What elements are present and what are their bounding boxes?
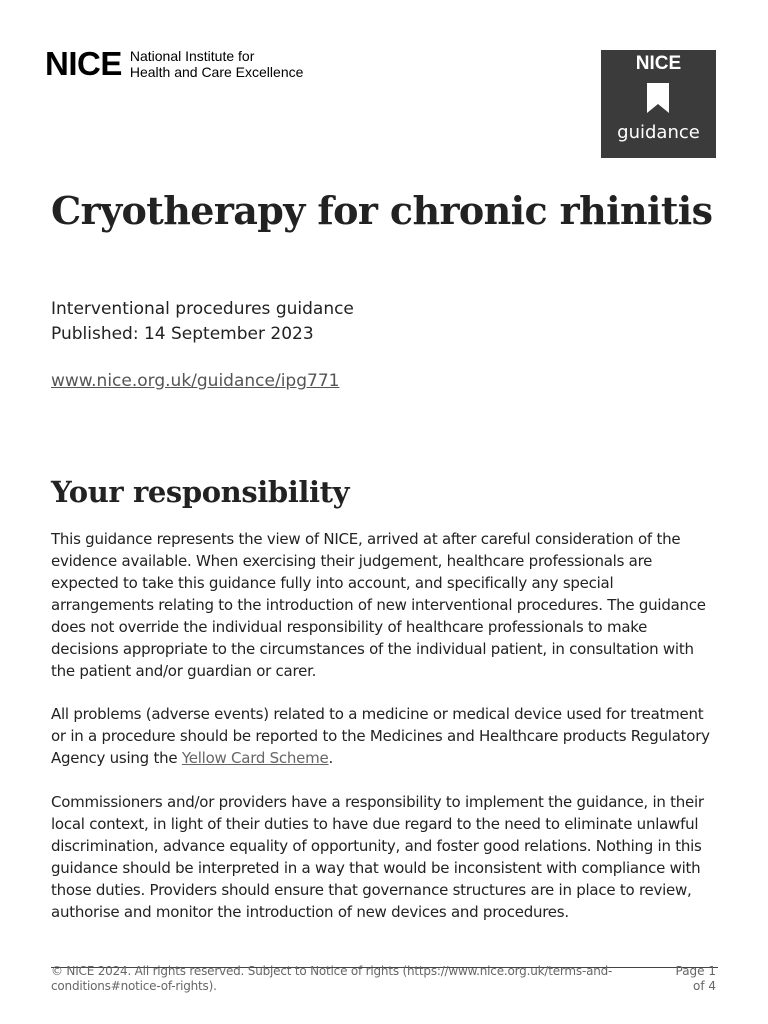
text-line: discrimination, advance equality of opportunity, and foster good relations. Nothing in this bbox=[51, 837, 702, 855]
text-line: guidance should be interpreted in a way that would be inconsistent with compliance with bbox=[51, 859, 701, 877]
badge-guidance-label: guidance bbox=[617, 122, 700, 143]
text-line: the patient and/or guardian or carer. bbox=[51, 662, 317, 680]
badge-nice-label: NICE bbox=[635, 53, 682, 74]
guidance-badge bbox=[601, 50, 716, 158]
logo-line-1: National Institute for bbox=[129, 47, 255, 64]
yellow-card-scheme-link[interactable]: Yellow Card Scheme bbox=[181, 749, 329, 767]
guidance-type: Interventional procedures guidance bbox=[51, 299, 354, 319]
text-line: This guidance represents the view of NICE, arrived at after careful consideration of the bbox=[51, 530, 681, 548]
logo-mark: NICE bbox=[45, 45, 122, 82]
text-line: does not override the individual responsibility of healthcare professionals to make bbox=[51, 618, 648, 636]
section-heading-responsibility: Your responsibility bbox=[51, 475, 350, 509]
text-line: Commissioners and/or providers have a responsibility to implement the guidance, in their bbox=[51, 793, 704, 811]
text-line: authorise and monitor the introduction of new devices and procedures. bbox=[51, 903, 569, 921]
responsibility-paragraph-2 bbox=[51, 703, 723, 769]
page-title: Cryotherapy for chronic rhinitis bbox=[51, 188, 713, 233]
text-line: those duties. Providers should ensure that governance structures are in place to review, bbox=[51, 881, 692, 899]
nice-logo bbox=[45, 47, 303, 80]
guidance-url-link[interactable]: www.nice.org.uk/guidance/ipg771 bbox=[51, 371, 340, 391]
logo-text bbox=[130, 48, 304, 80]
text-fragment: Agency using the bbox=[51, 749, 182, 767]
copyright-line: © NICE 2024. All rights reserved. Subject to Notice of rights (https://www.nice.org.uk/terms-and- bbox=[51, 964, 613, 978]
responsibility-paragraph-3 bbox=[51, 791, 723, 923]
published-date: Published: 14 September 2023 bbox=[51, 324, 314, 344]
logo-line-2: Health and Care Excellence bbox=[129, 63, 304, 80]
document-meta bbox=[51, 297, 354, 347]
text-line: decisions appropriate to the circumstances of the individual patient, in consultation with bbox=[51, 640, 694, 658]
page-number-line: of 4 bbox=[692, 979, 716, 993]
text-line: arrangements relating to the introduction of new interventional procedures. The guidance bbox=[51, 596, 706, 614]
text-line: All problems (adverse events) related to a medicine or medical device used for treatment bbox=[51, 705, 704, 723]
text-line bbox=[51, 747, 723, 769]
page-number bbox=[676, 964, 717, 994]
bookmark-icon bbox=[647, 83, 669, 113]
page-number-line: Page 1 bbox=[675, 964, 716, 978]
footer-copyright bbox=[51, 964, 651, 994]
text-line: local context, in light of their duties to have due regard to the need to eliminate unlawful bbox=[51, 815, 699, 833]
text-line: evidence available. When exercising their judgement, healthcare professionals are bbox=[51, 552, 653, 570]
text-line: expected to take this guidance fully into account, and specifically any special bbox=[51, 574, 614, 592]
copyright-line: conditions#notice-of-rights). bbox=[51, 979, 217, 993]
responsibility-paragraph-1 bbox=[51, 528, 723, 682]
text-line: or in a procedure should be reported to the Medicines and Healthcare products Regulatory bbox=[51, 727, 710, 745]
text-fragment: . bbox=[328, 749, 334, 767]
